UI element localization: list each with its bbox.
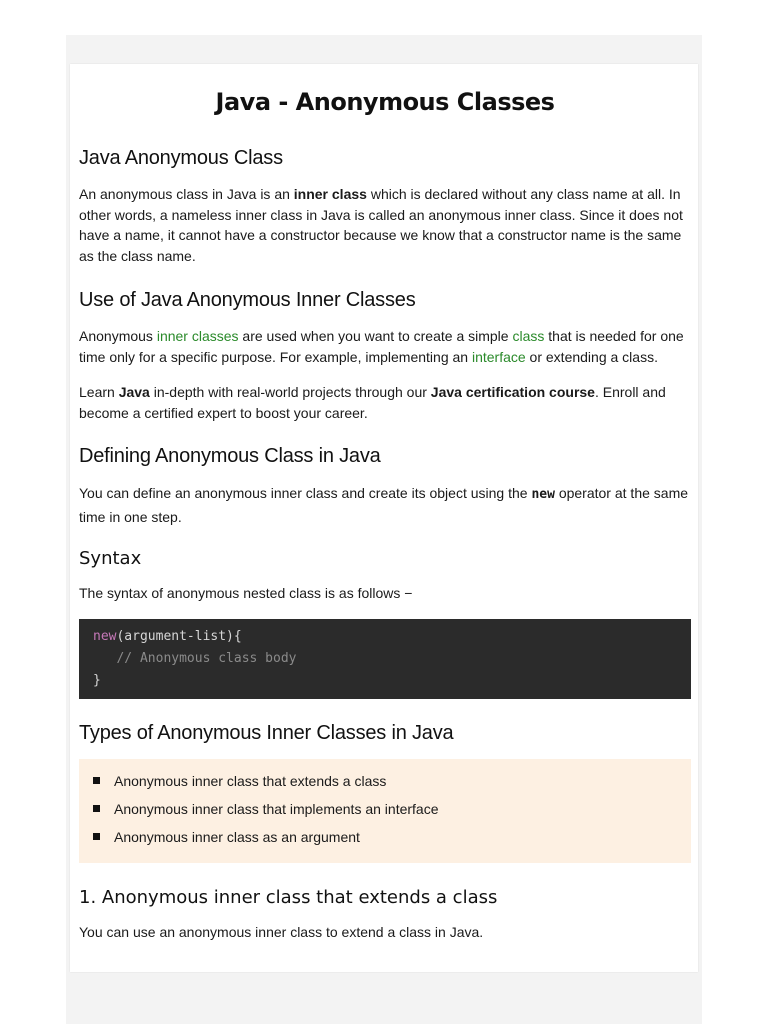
use-paragraph: Anonymous inner classes are used when you want to create a simple class that is needed for one time only for a specific purpose. For example, implementing an interface or extending a class. [79,328,684,365]
code-line-1: new(argument-list){ [93,629,242,644]
types-list [93,771,439,855]
heading-use-of-anonymous-classes: Use of Java Anonymous Inner Classes [79,289,416,311]
class-link[interactable]: class [512,328,545,344]
inner-classes-link[interactable]: inner classes [156,328,239,344]
code-line-2: // Anonymous class body [93,651,297,666]
list-item: Anonymous inner class that implements an interface [93,799,439,827]
heading-extends-class: 1. Anonymous inner class that extends a class [79,887,498,908]
learn-paragraph: Learn Java in-depth with real-world projects through our Java certification course. Enroll and become a certified expert to boost your career. [79,384,666,421]
extends-paragraph: You can use an anonymous inner class to extend a class in Java. [79,924,484,940]
new-keyword: new [531,487,555,502]
page-title: Java - Anonymous Classes [215,88,555,116]
heading-types: Types of Anonymous Inner Classes in Java [79,722,454,744]
code-line-3: } [93,673,101,688]
list-item: Anonymous inner class as an argument [93,827,439,855]
bullet-icon [93,805,100,812]
types-list-box [79,759,691,863]
document-page [70,64,698,972]
intro-paragraph: An anonymous class in Java is an inner class which is declared without any class name at all. In other words, a nameless inner class in Java is called an anonymous inner class. Since it does not have a name, it cannot have a constructor because we know that a constructor name is the same as the class name. [79,186,683,264]
heading-defining-anonymous-class: Defining Anonymous Class in Java [79,445,381,467]
inner-class-bold: inner class [293,186,367,202]
interface-link[interactable]: interface [471,348,526,365]
bullet-icon [93,833,100,840]
list-item: Anonymous inner class that extends a class [93,771,439,799]
syntax-intro: The syntax of anonymous nested class is as follows − [79,585,413,601]
heading-java-anonymous-class: Java Anonymous Class [79,147,283,169]
heading-syntax: Syntax [79,548,142,569]
defining-paragraph: You can define an anonymous inner class and create its object using the new operator at the same time in one step. [79,485,689,525]
bullet-icon [93,777,100,784]
code-block [79,619,691,699]
certification-course-bold: Java certification course [430,384,595,400]
